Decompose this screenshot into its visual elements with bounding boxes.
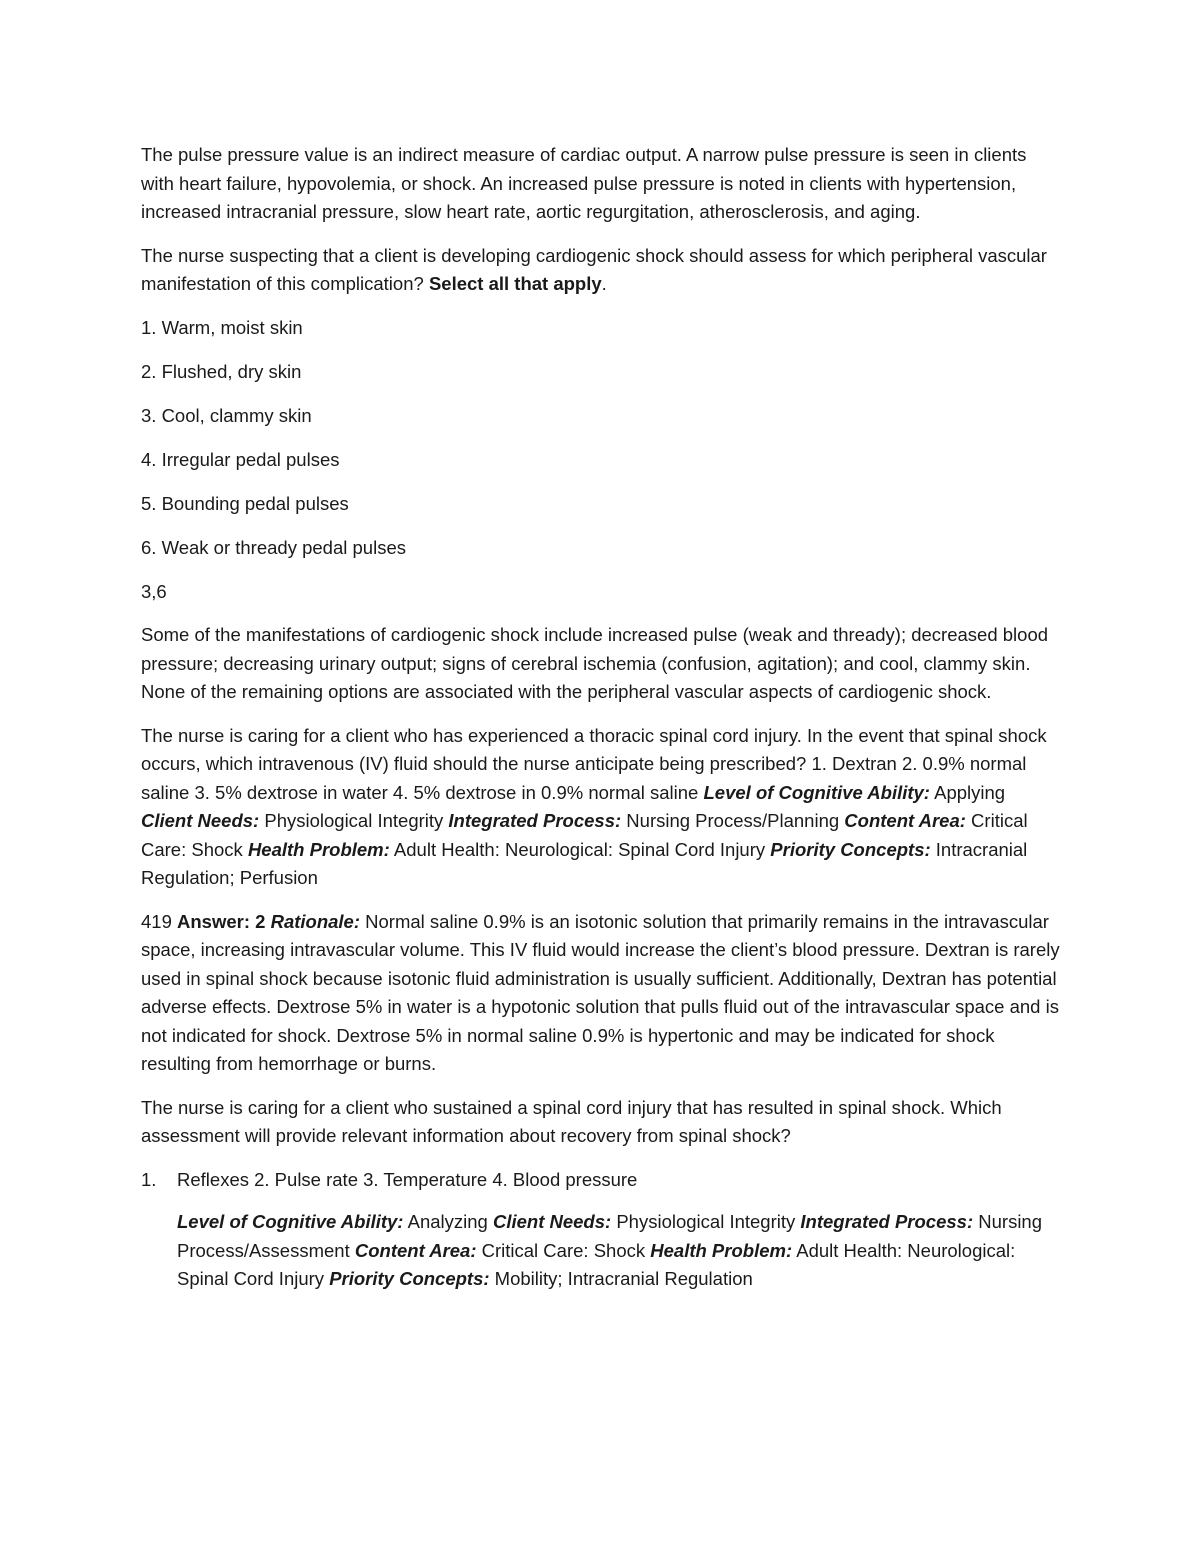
- question-1-answer: 3,6: [141, 580, 167, 602]
- question-2-answer-rationale: 419 Answer: 2 Rationale: Normal saline 0.9% is an isotonic solution that primarily remains in the intravascular space, increasing intravascular volume. This IV fluid would increase the client’s blood pressure. Dextran is rarely used in spinal shock because isotonic fluid administration is usually sufficient. Additionally, Dextran has potential adverse effects. Dextrose 5% in water is a hypotonic solution that pulls fluid out of the intravascular space and is not indicated for shock. Dextrose 5% in normal saline 0.9% is hypertonic and may be indicated for shock resulting from hemorrhage or burns.: [141, 910, 1060, 1074]
- question-3-stem: The nurse is caring for a client who sustained a spinal cord injury that has resulted in spinal shock. Which assessment will provide relevant information about recovery from spinal shock?: [141, 1096, 1002, 1146]
- question-1-option: 3. Cool, clammy skin: [141, 404, 312, 426]
- list-number: 1.: [141, 1168, 157, 1190]
- question-1-option: 1. Warm, moist skin: [141, 316, 303, 338]
- select-all-instruction: Select all that apply: [428, 273, 602, 294]
- intro-paragraph: The pulse pressure value is an indirect measure of cardiac output. A narrow pulse pressure is seen in clients with heart failure, hypovolemia, or shock. An increased pulse pressure is noted in clients with hypertension, increased intracranial pressure, slow heart rate, aortic regurgitation, atherosclerosis, and aging.: [141, 144, 1027, 222]
- question-1-option: 2. Flushed, dry skin: [141, 360, 302, 382]
- question-1-rationale: Some of the manifestations of cardiogenic shock include increased pulse (weak and thready); decreased blood pressure; decreasing urinary output; signs of cerebral ischemia (confusion, agitation); and cool, clammy skin. None of the remaining options are associated with the peripheral vascular aspects of cardiogenic shock.: [141, 624, 1049, 702]
- question-2-stem: The nurse is caring for a client who has experienced a thoracic spinal cord injury. In the event that spinal shock occurs, which intravenous (IV) fluid should the nurse anticipate being prescribed? 1. Dextran 2. 0.9% normal saline 3. 5% dextrose in water 4. 5% dextrose in 0.9% normal saline: [141, 724, 1047, 803]
- question-2-block: The nurse is caring for a client who has experienced a thoracic spinal cord injury. In the event that spinal shock occurs, which intravenous (IV) fluid should the nurse anticipate being prescribed? 1. Dextran 2. 0.9% normal saline 3. 5% dextrose in water 4. 5% dextrose in 0.9% normal saline Level of Cognitive Ability: Applying Client Needs: Physiological Integrity Integrated Process: Nursing Process/Planning Content Area: Critical Care: Shock Health Problem: Adult Health: Neurological: Spinal Cord Injury Priority Concepts: Intracranial Regulation; Perfusion: [141, 724, 1047, 888]
- question-1-option: 6. Weak or thready pedal pulses: [141, 536, 406, 558]
- question-3-meta: Level of Cognitive Ability: Analyzing Client Needs: Physiological Integrity Integrated Process: Nursing Process/Assessment Content Area: Critical Care: Shock Health Problem: Adult Health: Neurological: Spinal Cord Injury Priority Concepts: Mobility; Intracranial Regulation: [177, 1211, 1043, 1289]
- answer-label: Answer: 2: [177, 910, 271, 932]
- rationale-label: Rationale:: [270, 910, 361, 932]
- question-1-option: 5. Bounding pedal pulses: [141, 492, 349, 514]
- document-body: [141, 141, 1061, 1309]
- question-1-option: 4. Irregular pedal pulses: [141, 448, 340, 470]
- question-1-stem: The nurse suspecting that a client is developing cardiogenic shock should assess for which peripheral vascular manifestation of this complication? Select all that apply.: [141, 244, 1047, 294]
- question-3-options: 1. Reflexes 2. Pulse rate 3. Temperature 4. Blood pressure: [141, 1166, 1061, 1195]
